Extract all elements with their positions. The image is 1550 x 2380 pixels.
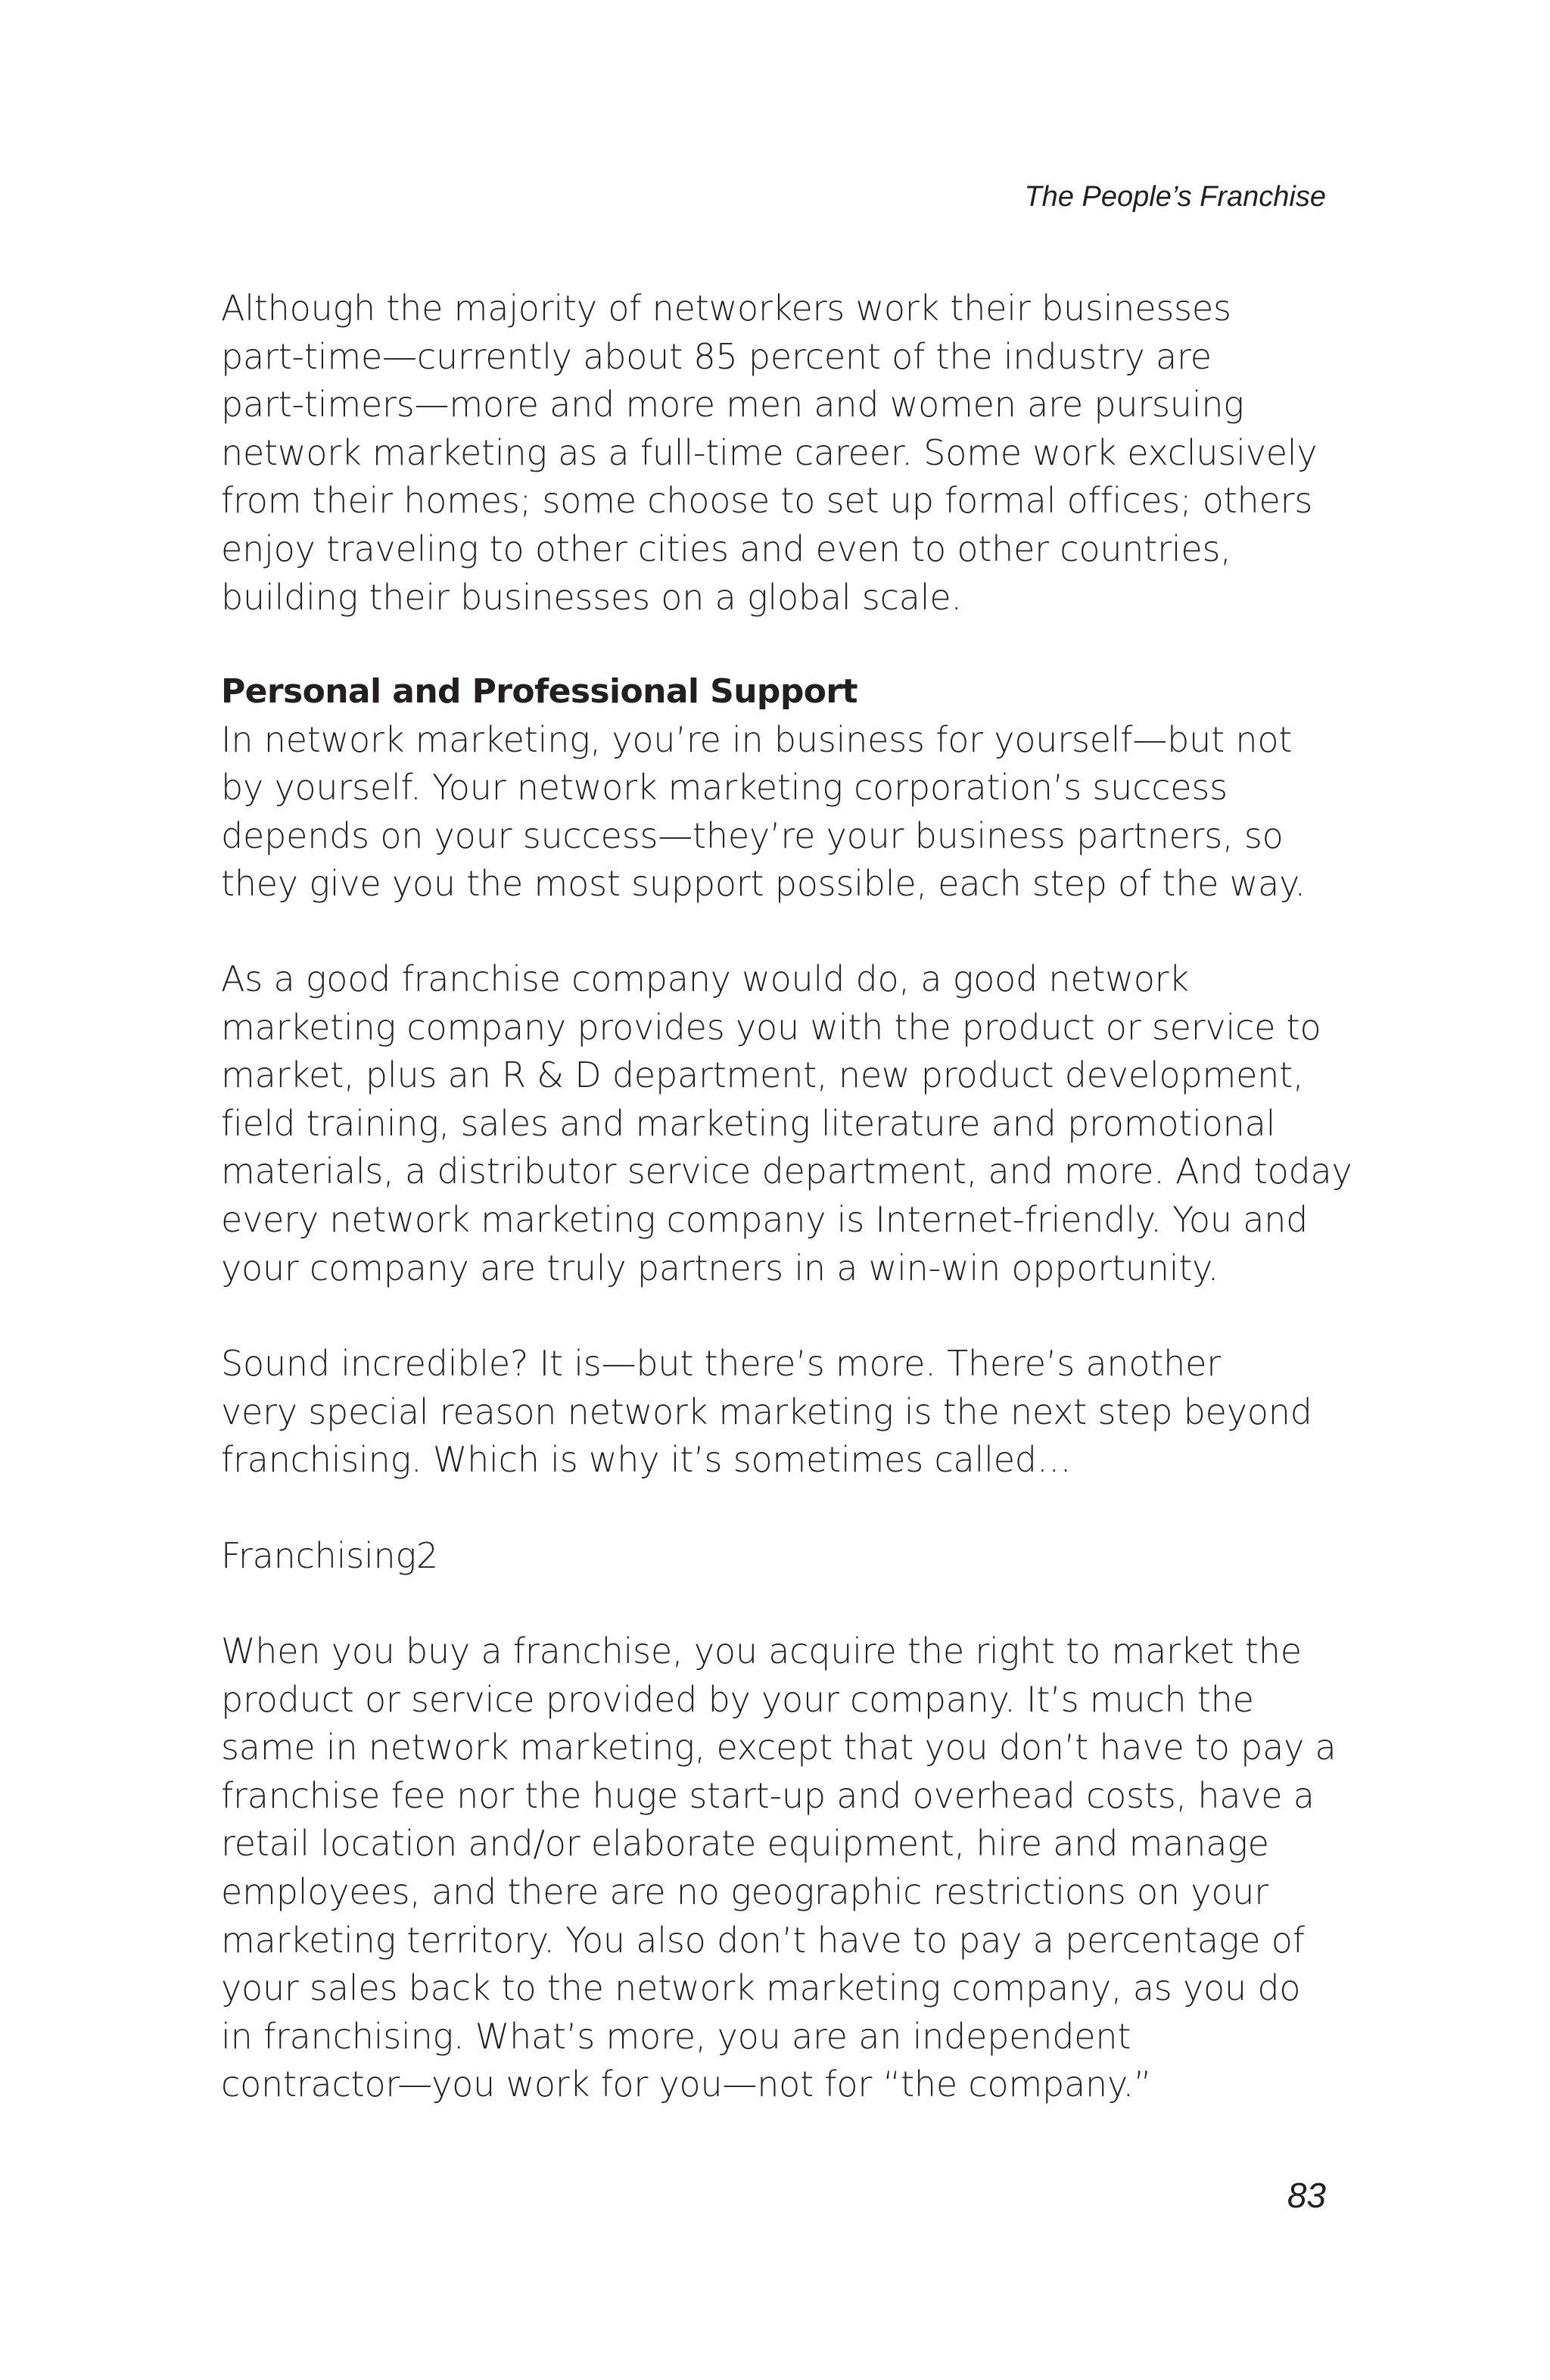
text-line: field training, sales and marketing literature and promotional <box>221 1102 1276 1144</box>
text-line: from their homes; some choose to set up formal offices; others <box>221 480 1313 522</box>
paragraph-2-body <box>221 716 1341 908</box>
text-line: product or service provided by your company. It’s much the <box>221 1678 1254 1720</box>
text-line: by yourself. Your network marketing corporation’s success <box>221 767 1228 808</box>
paragraph-4-body <box>221 1340 1341 1484</box>
text-line: your sales back to the network marketing company, as you do <box>221 1967 1301 2009</box>
text-line: In network marketing, you’re in business for yourself—but not <box>221 718 1293 760</box>
text-line: same in network marketing, except that you don’t have to pay a <box>221 1727 1337 1768</box>
section-personal-support <box>221 668 1341 908</box>
text-line: enjoy traveling to other cities and even to other countries, <box>221 528 1231 569</box>
text-line: your company are truly partners in a win-win opportunity. <box>221 1247 1219 1288</box>
text-line: Franchising2 <box>221 1535 438 1576</box>
text-line: franchise fee nor the huge start-up and overhead costs, have a <box>221 1774 1315 1816</box>
text-line: network marketing as a full-time career. Some work exclusively <box>221 431 1318 473</box>
paragraph-6 <box>221 1628 1341 2109</box>
text-line: Although the majority of networkers work their businesses <box>221 288 1231 329</box>
text-line: very special reason network marketing is the next step beyond <box>221 1391 1312 1432</box>
text-line: part-time—currently about 85 percent of the industry are <box>221 335 1212 377</box>
text-line: employees, and there are no geographic restrictions on your <box>221 1871 1268 1912</box>
text-line: contractor—you work for you—not for “the company.” <box>221 2064 1152 2105</box>
paragraph-4 <box>221 1340 1341 1484</box>
paragraph-3-body <box>221 955 1352 1292</box>
text-line: materials, a distributor service department, and more. And today <box>221 1151 1352 1192</box>
text-line: marketing company provides you with the product or service to <box>221 1006 1321 1048</box>
running-head: The People’s Franchise <box>1024 181 1326 213</box>
section-heading: Personal and Professional Support <box>221 672 857 711</box>
text-line: building their businesses on a global scale. <box>221 576 962 618</box>
paragraph-5-body <box>221 1532 1341 1581</box>
text-line: part-timers—more and more men and women are pursuing <box>221 384 1244 425</box>
text-line: in franchising. What’s more, you are an independent <box>221 2015 1131 2057</box>
text-line: depends on your success—they’re your business partners, so <box>221 815 1284 856</box>
paragraph-3 <box>221 955 1352 1292</box>
text-line: As a good franchise company would do, a good network <box>221 958 1189 999</box>
text-line: market, plus an R & D department, new product development, <box>221 1054 1304 1096</box>
text-line: When you buy a franchise, you acquire the right to market the <box>221 1631 1302 1671</box>
page-number: 83 <box>1287 2176 1326 2215</box>
paragraph-1-body <box>221 285 1341 621</box>
paragraph-5 <box>221 1532 1341 1581</box>
text-line: they give you the most support possible, each step of the way. <box>221 863 1306 905</box>
text-line: every network marketing company is Internet-friendly. You and <box>221 1198 1309 1240</box>
paragraph-1 <box>221 285 1341 621</box>
text-line: marketing territory. You also don’t have to pay a percentage of <box>221 1919 1305 1961</box>
text-line: Sound incredible? It is—but there’s more. There’s another <box>221 1343 1221 1384</box>
text-line: retail location and/or elaborate equipment, hire and manage <box>221 1823 1269 1864</box>
text-line: franchising. Which is why it’s sometimes called… <box>221 1439 1072 1481</box>
paragraph-6-body <box>221 1628 1341 2109</box>
